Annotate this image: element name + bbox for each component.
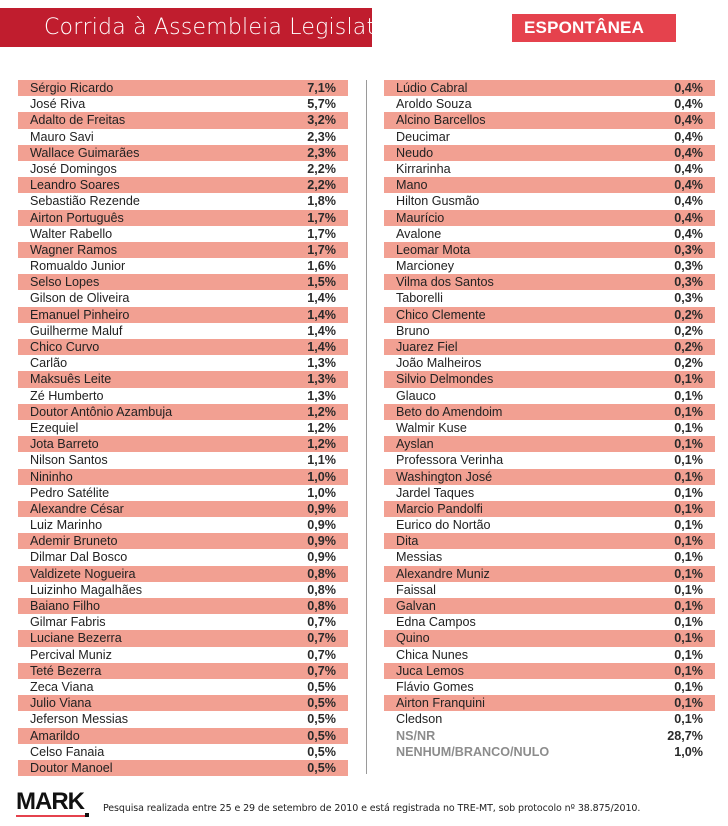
candidate-name: Maksuês Leite — [30, 372, 112, 387]
candidate-name: Cledson — [396, 712, 443, 727]
table-row — [18, 582, 348, 598]
survey-footnote: Pesquisa realizada entre 25 e 29 de setembro de 2010 e está registrada no TRE-MT, sob protocolo nº 38.875/2010. — [103, 803, 641, 814]
candidate-percentage: 0,3% — [674, 259, 703, 274]
candidate-percentage: 1,8% — [307, 194, 336, 209]
table-row — [18, 226, 348, 242]
table-row — [384, 598, 715, 614]
candidate-percentage: 0,4% — [674, 178, 703, 193]
table-row — [18, 420, 348, 436]
candidate-percentage: 2,2% — [307, 178, 336, 193]
candidate-name: Galvan — [396, 599, 436, 613]
candidate-percentage: 0,5% — [307, 760, 336, 775]
table-row — [18, 145, 348, 161]
candidate-name: Doutor Manoel — [30, 760, 113, 775]
candidate-percentage: 0,1% — [674, 420, 703, 435]
table-row — [18, 96, 348, 112]
table-row — [384, 452, 715, 468]
table-row — [384, 436, 715, 452]
candidate-name: Ademir Bruneto — [30, 534, 118, 549]
candidate-name: Airton Franquini — [396, 696, 485, 711]
candidate-percentage: 0,4% — [674, 81, 703, 95]
candidate-name: Wallace Guimarães — [30, 145, 140, 160]
candidate-name: Professora Verinha — [396, 453, 504, 468]
candidate-name: Teté Bezerra — [30, 663, 102, 678]
candidate-percentage: 0,2% — [674, 307, 703, 322]
table-row — [18, 469, 348, 485]
table-row — [18, 307, 348, 323]
candidate-name: Faissal — [396, 582, 436, 597]
candidate-percentage: 1,0% — [307, 485, 336, 500]
table-row — [18, 728, 348, 744]
candidate-name: Juca Lemos — [396, 663, 464, 678]
candidate-name: Emanuel Pinheiro — [30, 307, 130, 322]
candidate-percentage: 1,4% — [307, 340, 336, 354]
candidate-percentage: 0,1% — [674, 518, 703, 533]
candidate-name: Nininho — [30, 469, 73, 484]
table-row — [384, 647, 715, 663]
table-row — [18, 501, 348, 517]
candidate-name: Bruno — [396, 323, 430, 338]
table-row — [384, 323, 715, 339]
table-row — [384, 501, 715, 517]
candidate-name: Walmir Kuse — [396, 420, 467, 435]
table-row — [384, 388, 715, 404]
candidate-name: Nilson Santos — [30, 453, 108, 468]
page-title: Corrida à Assembleia Legislativa — [44, 15, 409, 40]
candidate-percentage: 0,1% — [674, 485, 703, 500]
candidate-percentage: 0,3% — [674, 275, 703, 290]
table-row — [384, 274, 715, 290]
table-row — [384, 307, 715, 323]
candidate-name: Valdizete Nogueira — [30, 566, 136, 581]
column-divider — [366, 80, 367, 774]
candidate-name: Deucimar — [396, 129, 450, 144]
candidate-name: Ayslan — [396, 437, 434, 452]
candidate-percentage: 0,3% — [674, 242, 703, 257]
candidate-name: Mano — [396, 178, 428, 193]
candidate-percentage: 0,3% — [674, 291, 703, 306]
table-row — [384, 420, 715, 436]
candidate-percentage: 0,1% — [674, 582, 703, 597]
candidate-percentage: 0,4% — [674, 145, 703, 160]
candidate-name: Marcio Pandolfi — [396, 501, 483, 516]
table-row — [18, 695, 348, 711]
candidate-percentage: 0,9% — [307, 501, 336, 516]
candidate-name: Carlão — [30, 356, 68, 371]
table-row — [384, 290, 715, 306]
candidate-name: Alexandre Muniz — [396, 566, 490, 581]
table-row — [18, 744, 348, 760]
table-row — [384, 630, 715, 646]
table-row — [18, 404, 348, 420]
candidate-percentage: 0,5% — [307, 696, 336, 711]
candidate-percentage: 0,1% — [674, 663, 703, 678]
candidate-name: Jota Barreto — [30, 437, 99, 452]
table-row — [18, 711, 348, 727]
candidate-percentage: 1,2% — [307, 420, 336, 435]
candidate-percentage: 0,1% — [674, 712, 703, 727]
table-row — [384, 210, 715, 226]
results-column-left — [18, 80, 348, 776]
candidate-percentage: 0,1% — [674, 679, 703, 694]
table-row — [384, 177, 715, 193]
candidate-percentage: 0,4% — [674, 113, 703, 128]
candidate-name: Wagner Ramos — [30, 242, 118, 257]
candidate-name: Kirrarinha — [396, 161, 451, 176]
candidate-name: Alexandre César — [30, 501, 124, 516]
candidate-percentage: 0,4% — [674, 210, 703, 225]
candidate-percentage: 0,4% — [674, 161, 703, 176]
table-row — [18, 614, 348, 630]
candidate-name: Leomar Mota — [396, 242, 471, 257]
candidate-percentage: 0,1% — [674, 404, 703, 419]
table-row — [18, 177, 348, 193]
table-row — [18, 549, 348, 565]
table-row — [384, 355, 715, 371]
candidate-name: Glauco — [396, 388, 436, 403]
table-row — [384, 566, 715, 582]
candidate-percentage: 2,2% — [307, 161, 336, 176]
candidate-percentage: 1,3% — [307, 372, 336, 387]
table-row — [18, 193, 348, 209]
candidate-name: Gilson de Oliveira — [30, 291, 130, 306]
candidate-name: Vilma dos Santos — [396, 275, 494, 290]
candidate-name: Chico Clemente — [396, 307, 486, 322]
candidate-percentage: 0,5% — [307, 744, 336, 759]
table-row — [18, 339, 348, 355]
candidate-name: Luiz Marinho — [30, 518, 103, 533]
candidate-name: Romualdo Junior — [30, 259, 126, 274]
candidate-name: Adalto de Freitas — [30, 113, 126, 128]
candidate-percentage: 0,1% — [674, 615, 703, 630]
table-row — [384, 485, 715, 501]
candidate-percentage: 0,1% — [674, 388, 703, 403]
candidate-name: Quino — [396, 631, 430, 646]
table-row — [18, 355, 348, 371]
candidate-percentage: 0,1% — [674, 437, 703, 452]
candidate-name: Chico Curvo — [30, 340, 100, 354]
candidate-percentage: 0,1% — [674, 566, 703, 581]
candidate-percentage: 0,1% — [674, 501, 703, 516]
table-row — [18, 388, 348, 404]
table-row — [384, 614, 715, 630]
candidate-name: Washington José — [396, 469, 493, 484]
table-row — [18, 112, 348, 128]
candidate-percentage: 1,7% — [307, 242, 336, 257]
candidate-name: Edna Campos — [396, 615, 476, 630]
summary-row — [384, 744, 715, 760]
candidate-percentage: 2,3% — [307, 129, 336, 144]
candidate-percentage: 0,9% — [307, 518, 336, 533]
candidate-name: Marcioney — [396, 259, 455, 274]
candidate-percentage: 3,2% — [307, 113, 336, 128]
candidate-name: Doutor Antônio Azambuja — [30, 404, 173, 419]
candidate-percentage: 0,1% — [674, 469, 703, 484]
candidate-percentage: 0,4% — [674, 194, 703, 209]
candidate-name: Amarildo — [30, 728, 80, 743]
table-row — [18, 436, 348, 452]
candidate-percentage: 0,2% — [674, 356, 703, 371]
candidate-percentage: 1,6% — [307, 259, 336, 274]
candidate-name: Alcino Barcellos — [396, 113, 486, 128]
table-row — [384, 145, 715, 161]
table-row — [384, 695, 715, 711]
candidate-name: Maurício — [396, 210, 445, 225]
table-row — [18, 517, 348, 533]
table-row — [384, 258, 715, 274]
candidate-percentage: 1,2% — [307, 437, 336, 452]
candidate-name: Julio Viana — [30, 696, 92, 711]
candidate-percentage: 2,3% — [307, 145, 336, 160]
table-row — [18, 129, 348, 145]
candidate-name: Neudo — [396, 145, 434, 160]
table-row — [384, 582, 715, 598]
summary-row — [384, 728, 715, 744]
candidate-percentage: 1,5% — [307, 275, 336, 290]
logo-underline — [16, 815, 86, 817]
candidate-percentage: 0,1% — [674, 453, 703, 468]
table-row — [18, 290, 348, 306]
table-row — [18, 663, 348, 679]
candidate-name: Messias — [396, 550, 443, 565]
candidate-percentage: 1,1% — [307, 453, 336, 468]
table-row — [384, 469, 715, 485]
table-row — [18, 760, 348, 776]
candidate-name: NENHUM/BRANCO/NULO — [396, 744, 550, 759]
candidate-percentage: 0,8% — [307, 582, 336, 597]
table-row — [384, 549, 715, 565]
table-row — [18, 274, 348, 290]
table-row — [384, 193, 715, 209]
candidate-percentage: 0,1% — [674, 647, 703, 662]
candidate-percentage: 0,4% — [674, 97, 703, 112]
candidate-percentage: 0,1% — [674, 696, 703, 711]
logo-dot — [85, 813, 89, 817]
candidate-name: Hilton Gusmão — [396, 194, 480, 209]
candidate-name: Jeferson Messias — [30, 712, 128, 727]
candidate-percentage: 1,4% — [307, 323, 336, 338]
candidate-name: Silvio Delmondes — [396, 372, 494, 387]
candidate-percentage: 1,0% — [674, 744, 703, 759]
candidate-name: Avalone — [396, 226, 442, 241]
candidate-name: Dilmar Dal Bosco — [30, 550, 128, 565]
table-row — [384, 112, 715, 128]
candidate-name: Jardel Taques — [396, 485, 475, 500]
mark-logo: MARK — [16, 788, 84, 815]
table-row — [18, 647, 348, 663]
candidate-percentage: 0,5% — [307, 712, 336, 727]
table-row — [18, 485, 348, 501]
candidate-name: Dita — [396, 534, 419, 549]
candidate-name: Baiano Filho — [30, 599, 101, 613]
candidate-name: Eurico do Nortão — [396, 518, 491, 533]
candidate-percentage: 0,2% — [674, 340, 703, 354]
candidate-name: Sérgio Ricardo — [30, 81, 114, 95]
candidate-percentage: 7,1% — [307, 81, 336, 95]
candidate-name: Airton Português — [30, 210, 124, 225]
candidate-name: Mauro Savi — [30, 129, 94, 144]
table-row — [384, 226, 715, 242]
candidate-name: José Domingos — [30, 161, 117, 176]
candidate-percentage: 0,7% — [307, 663, 336, 678]
table-row — [384, 96, 715, 112]
candidate-name: Guilherme Maluf — [30, 323, 123, 338]
candidate-name: Luizinho Magalhães — [30, 582, 143, 597]
table-row — [384, 663, 715, 679]
table-row — [384, 242, 715, 258]
candidate-name: Pedro Satélite — [30, 485, 110, 500]
candidate-name: NS/NR — [396, 728, 436, 743]
table-row — [18, 630, 348, 646]
candidate-percentage: 0,5% — [307, 728, 336, 743]
table-row — [384, 339, 715, 355]
candidate-percentage: 0,2% — [674, 323, 703, 338]
table-row — [18, 242, 348, 258]
table-row — [384, 129, 715, 145]
candidate-name: Ezequiel — [30, 420, 79, 435]
table-row — [384, 679, 715, 695]
candidate-name: Zé Humberto — [30, 388, 104, 403]
candidate-percentage: 1,3% — [307, 356, 336, 371]
candidate-percentage: 1,7% — [307, 226, 336, 241]
candidate-name: Lúdio Cabral — [396, 81, 468, 95]
candidate-percentage: 0,8% — [307, 566, 336, 581]
candidate-percentage: 0,4% — [674, 129, 703, 144]
candidate-percentage: 0,9% — [307, 534, 336, 549]
table-row — [18, 598, 348, 614]
candidate-name: Walter Rabello — [30, 226, 113, 241]
category-badge: ESPONTÂNEA — [512, 14, 676, 42]
candidate-name: Percival Muniz — [30, 647, 112, 662]
table-row — [18, 323, 348, 339]
candidate-name: Zeca Viana — [30, 679, 94, 694]
table-row — [18, 371, 348, 387]
candidate-percentage: 0,1% — [674, 599, 703, 613]
candidate-percentage: 0,1% — [674, 534, 703, 549]
candidate-percentage: 0,9% — [307, 550, 336, 565]
table-row — [384, 533, 715, 549]
candidate-percentage: 1,4% — [307, 307, 336, 322]
table-row — [18, 210, 348, 226]
candidate-percentage: 0,7% — [307, 647, 336, 662]
candidate-percentage: 1,4% — [307, 291, 336, 306]
candidate-percentage: 1,2% — [307, 404, 336, 419]
table-row — [384, 80, 715, 96]
candidate-name: José Riva — [30, 97, 86, 112]
candidate-percentage: 0,1% — [674, 631, 703, 646]
table-row — [18, 679, 348, 695]
candidate-percentage: 0,8% — [307, 599, 336, 613]
table-row — [18, 258, 348, 274]
candidate-percentage: 0,4% — [674, 226, 703, 241]
table-row — [18, 452, 348, 468]
candidate-name: João Malheiros — [396, 356, 482, 371]
table-row — [18, 566, 348, 582]
table-row — [18, 161, 348, 177]
candidate-name: Taborelli — [396, 291, 443, 306]
candidate-percentage: 1,0% — [307, 469, 336, 484]
candidate-percentage: 0,7% — [307, 615, 336, 630]
candidate-name: Gilmar Fabris — [30, 615, 106, 630]
candidate-name: Aroldo Souza — [396, 97, 472, 112]
candidate-name: Beto do Amendoim — [396, 404, 503, 419]
candidate-percentage: 5,7% — [307, 97, 336, 112]
candidate-percentage: 0,5% — [307, 679, 336, 694]
candidate-percentage: 1,7% — [307, 210, 336, 225]
candidate-name: Celso Fanaia — [30, 744, 105, 759]
candidate-name: Flávio Gomes — [396, 679, 474, 694]
candidate-name: Luciane Bezerra — [30, 631, 122, 646]
table-row — [18, 80, 348, 96]
candidate-name: Sebastião Rezende — [30, 194, 140, 209]
candidate-percentage: 0,7% — [307, 631, 336, 646]
candidate-percentage: 1,3% — [307, 388, 336, 403]
results-column-right — [384, 80, 715, 760]
candidate-percentage: 28,7% — [667, 728, 703, 743]
candidate-name: Juarez Fiel — [396, 340, 458, 354]
table-row — [384, 161, 715, 177]
candidate-name: Leandro Soares — [30, 178, 120, 193]
table-row — [384, 404, 715, 420]
candidate-percentage: 0,1% — [674, 372, 703, 387]
table-row — [18, 533, 348, 549]
table-row — [384, 517, 715, 533]
table-row — [384, 371, 715, 387]
table-row — [384, 711, 715, 727]
candidate-percentage: 0,1% — [674, 550, 703, 565]
candidate-name: Chica Nunes — [396, 647, 469, 662]
candidate-name: Selso Lopes — [30, 275, 100, 290]
